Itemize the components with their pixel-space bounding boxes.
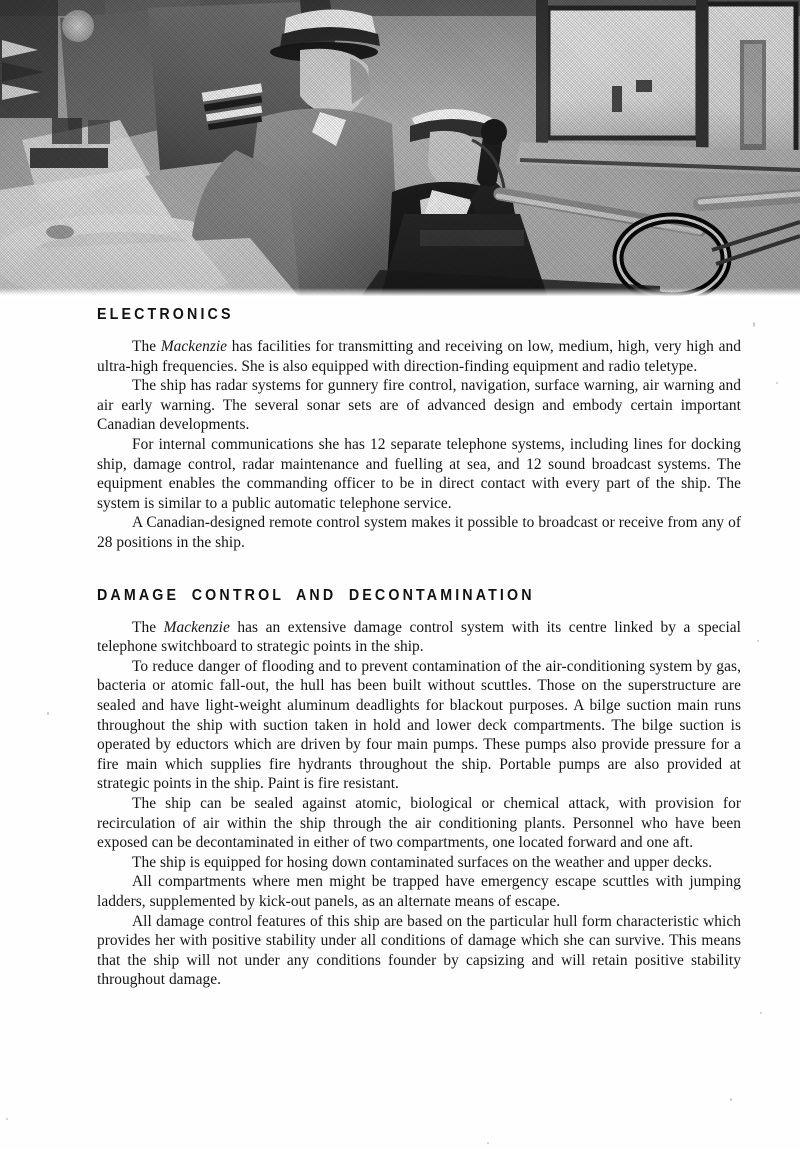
paper-speck: [6, 1118, 8, 1120]
bridge-windows: [516, 0, 800, 176]
paragraph-damage-3: The ship can be sealed against atomic, biological or chemical attack, with provision for recirculation of air within the ship through the air conditioning plants. Personnel who have been exposed can be decontaminated in either of two compartments, one located forward and one aft.: [97, 794, 741, 852]
section-electronics-heading-block: [97, 306, 741, 323]
paragraph-electronics-3: For internal communications she has 12 separate telephone systems, including lines for docking ship, damage control, radar maintenance and fuelling at sea, and 12 sound broadcast systems. The equipment enables the commanding officer to be in direct contact with every part of the ship. The system is similar to a public automatic telephone service.: [97, 436, 741, 512]
paragraph-electronics-2: The ship has radar systems for gunnery fire control, navigation, surface warning, air warning and air early warning. The several sonar sets are of advanced design and embody certain important Canadian developments.: [97, 377, 741, 434]
paper-speck: [730, 1098, 732, 1101]
page-text-column: [97, 306, 741, 990]
paragraph-electronics-4: A Canadian-designed remote control system makes it possible to broadcast or receive from any of 28 positions in the ship.: [97, 514, 741, 551]
heading-damage-control-and-decontamination: DAMAGE CONTROL AND DECONTAMINATION: [97, 586, 535, 604]
section-damage-control-heading-block: [97, 587, 741, 604]
paper-speck: [776, 382, 778, 384]
paper-speck: [487, 1142, 489, 1144]
paper-speck: [760, 1012, 762, 1014]
paragraph-damage-6: All damage control features of this ship are based on the particular hull form characteristic which provides her with positive stability under all conditions of damage which she can survive. This means that the ship will not under any conditions founder by capsizing and will retain positive stability throughout damage.: [97, 912, 741, 989]
bridge-photograph: [0, 0, 800, 298]
paper-speck: [47, 712, 49, 715]
paper-speck: [757, 640, 759, 642]
heading-electronics: ELECTRONICS: [97, 306, 234, 323]
paragraph-damage-5: All compartments where men might be trapped have emergency escape scuttles with jumping ladders, supplemented by kick-out panels, as an alternate means of escape.: [97, 873, 741, 910]
photo-illustration: [0, 0, 800, 298]
paragraph-damage-1: The Mackenzie has an extensive damage control system with its centre linked by a special telephone switchboard to strategic points in the ship.: [97, 618, 741, 656]
paragraph-electronics-1: The Mackenzie has facilities for transmitting and receiving on low, medium, high, very high and ultra-high frequencies. She is also equipped with direction-finding equipment and radio teletype.: [97, 338, 741, 375]
paragraph-damage-2: To reduce danger of flooding and to prevent contamination of the air-conditioning system by gas, bacteria or atomic fall-out, the hull has been built without scuttles. Those on the superstructure are sealed and have light-weight aluminum deadlights for blackout purposes. A bilge suction main runs throughout the ship with suction taken in hold and lower deck compartments. The bilge suction is operated by eductors which are driven by four main pumps. These pumps also provide pressure for a fire main which supplies fire hydrants throughout the ship. Portable pumps are also provided at strategic points in the ship. Paint is fire resistant.: [97, 657, 741, 793]
paper-speck: [753, 322, 755, 327]
photo-bottom-fade: [0, 288, 800, 298]
paragraph-damage-4: The ship is equipped for hosing down contaminated surfaces on the weather and upper decks.: [132, 853, 713, 871]
